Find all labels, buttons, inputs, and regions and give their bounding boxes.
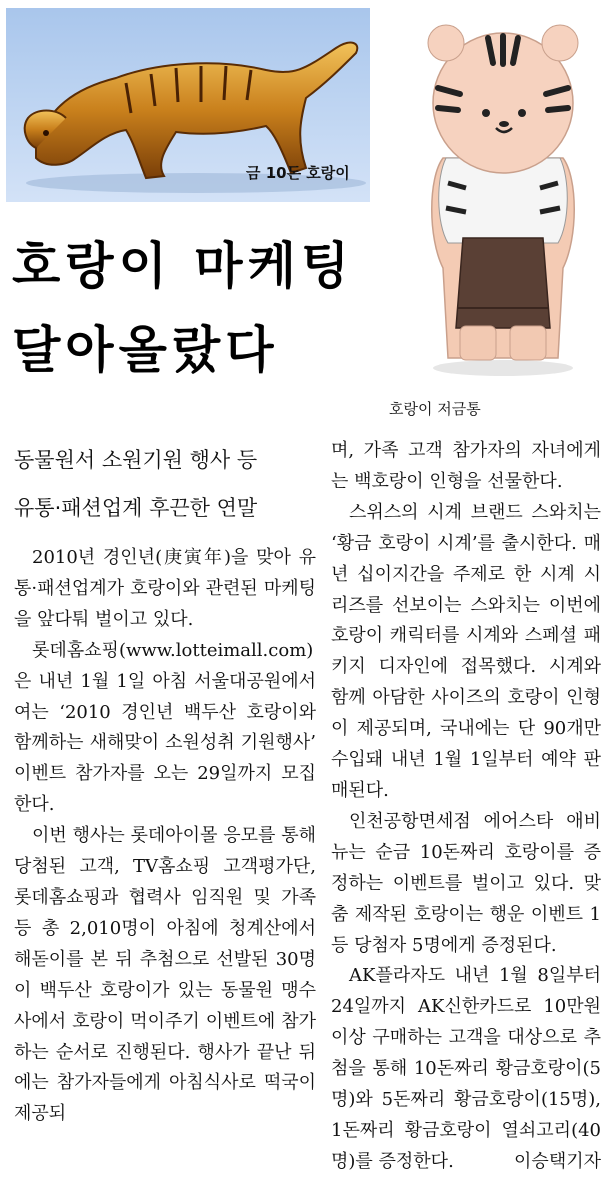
tiger-piggy-bank-photo <box>388 8 603 386</box>
paragraph: 이번 행사는 롯데아이몰 응모를 통해 당첨된 고객, TV홈쇼핑 고객평가단, 롯데홈쇼핑과 협력사 임직원 및 가족 등 총 2,010명이 아침에 청계산에서 해돋이를 본 뒤 추첨으로 선발된 30명이 백두산 호랑이가 있는 동물원 맹수사에서 호랑이 먹이주기 이벤트에 참가하는 순서로 진행된다. 행사가 끝난 뒤에는 참가자들에게 아침식사로 떡국이 제공되 <box>14 825 316 1125</box>
paragraph: 며, 가족 고객 참가자의 자녀에게는 백호랑이 인형을 선물한다. <box>331 440 601 492</box>
tiger-piggy-bank-figure <box>388 8 603 386</box>
headline-line-1: 호랑이 마케팅 <box>12 237 355 295</box>
subheadline <box>14 436 324 532</box>
subheadline-line-1: 동물원서 소원기원 행사 등 <box>14 448 258 472</box>
paragraph: 2010년 경인년(庚寅年)을 맞아 유통·패션업계가 호랑이와 관련된 마케팅을 앞다퉈 벌이고 있다. <box>14 547 316 630</box>
paragraph: 스위스의 시계 브랜드 스와치는 ‘황금 호랑이 시계’를 출시한다. 매년 십이지간을 주제로 한 시계 시리즈를 선보이는 스와치는 이번에 호랑이 캐릭터를 시계와 스페셜 패키지 디자인에 접목했다. 시계와 함께 아담한 사이즈의 호랑이 인형이 제공되며, 국내에는 단 90개만 수입돼 내년 1월 1일부터 예약 판매된다. <box>331 501 601 801</box>
piggy-bank-caption: 호랑이 저금통 <box>389 400 481 418</box>
article-column-2 <box>331 436 601 1178</box>
article-column-1 <box>14 543 316 1130</box>
headline-line-2: 달아올랐다 <box>12 321 279 379</box>
subheadline-line-2: 유통·패션업계 후끈한 연말 <box>14 496 258 520</box>
byline: 이승택기자 <box>514 1150 601 1172</box>
paragraph: AK플라자도 내년 1월 8일부터 24일까지 AK신한카드로 10만원이상 구매하는 고객을 대상으로 추첨을 통해 10돈짜리 황금호랑이(5명)와 5돈짜리 황금호랑이(15명), 1돈짜리 황금호랑이 열쇠고리(40명)를 증정한다. <box>331 965 601 1172</box>
headline <box>12 224 382 392</box>
paragraph: 롯데홈쇼핑(www.lotteimall.com)은 내년 1월 1일 아침 서울대공원에서 여는 ‘2010 경인년 백두산 호랑이와 함께하는 새해맞이 소원성취 기원행사’ 이벤트 참가자를 오는 29일까지 모집한다. <box>14 639 316 816</box>
gold-tiger-caption: 금 10돈 호랑이 <box>246 164 350 182</box>
paragraph: 인천공항면세점 에어스타 애비뉴는 순금 10돈짜리 호랑이를 증정하는 이벤트를 벌이고 있다. 맞춤 제작된 호랑이는 행운 이벤트 1등 당첨자 5명에게 증정된다. <box>331 810 601 956</box>
